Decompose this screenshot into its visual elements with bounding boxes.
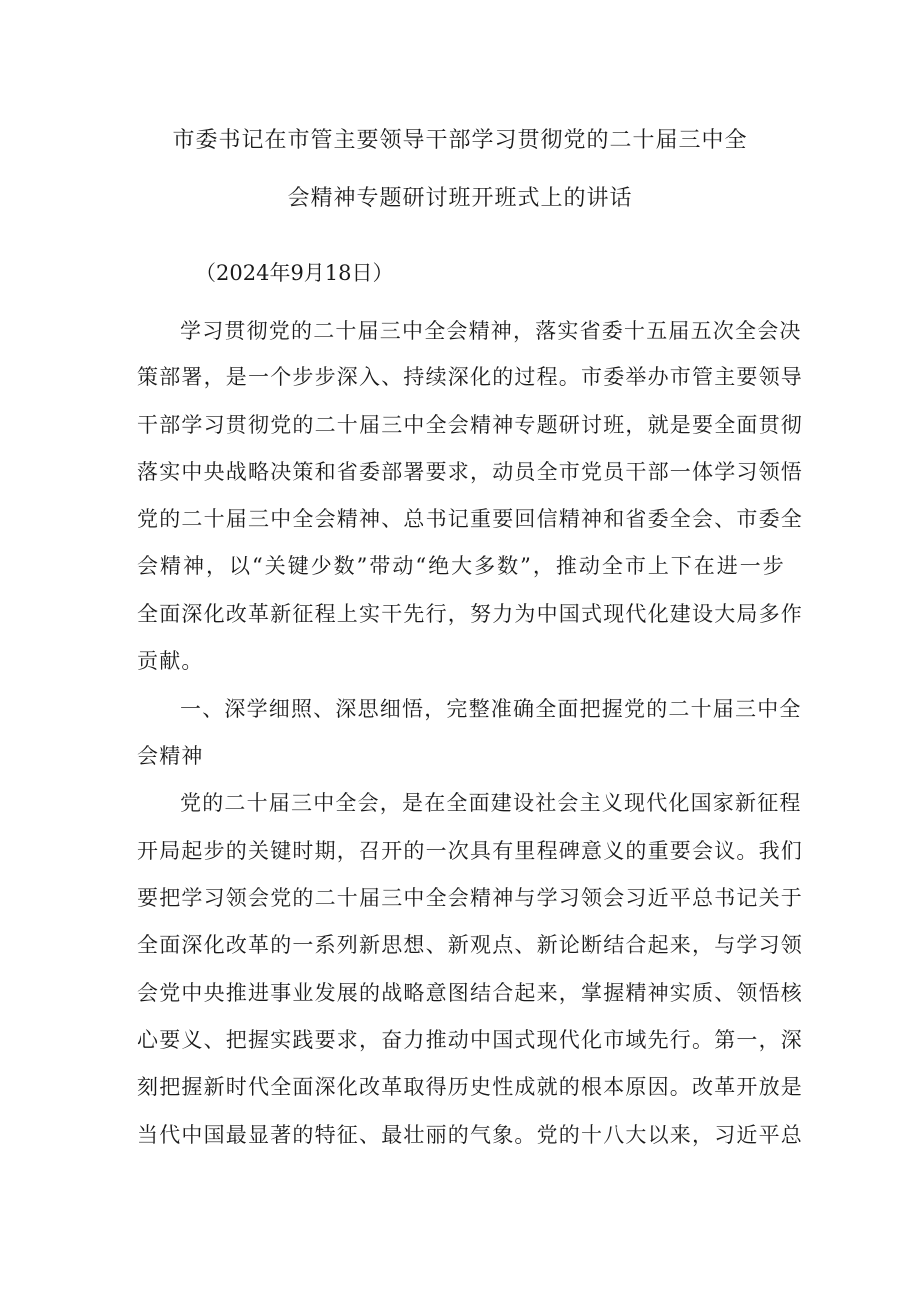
speech-date: （2024年9月18日） [195,261,394,285]
paragraph-2-line-2: 开局起步的关键时期，召开的一次具有里程碑意义的重要会议。我们 [137,839,803,863]
title-line-1: 市委书记在市管主要领导干部学习贯彻党的二十届三中全 [172,128,748,153]
paragraph-2-line-1: 党的二十届三中全会，是在全面建设社会主义现代化国家新征程 [180,791,802,815]
paragraph-1-line-8: 贡献。 [137,649,204,673]
paragraph-2-line-7: 刻把握新时代全面深化改革取得历史性成就的根本原因。改革开放是 [137,1075,803,1099]
paragraph-2-line-5: 会党中央推进事业发展的战略意图结合起来，掌握精神实质、领悟核 [137,981,803,1005]
paragraph-1-line-6: 会精神，以“关键少数”带动“绝大多数”，推动全市上下在进一步 [137,554,785,578]
paragraph-2-line-8: 当代中国最显著的特征、最壮丽的气象。党的十八大以来，习近平总 [137,1123,803,1147]
section-heading-line-2: 会精神 [137,744,204,768]
title-line-2: 会精神专题研讨班开班式上的讲话 [287,186,633,211]
section-heading-line-1: 一、深学细照、深思细悟，完整准确全面把握党的二十届三中全 [180,697,802,721]
paragraph-1-line-5: 党的二十届三中全会精神、总书记重要回信精神和省委全会、市委全 [137,507,803,531]
paragraph-1-line-7: 全面深化改革新征程上实干先行，努力为中国式现代化建设大局多作 [137,602,803,626]
paragraph-1-line-4: 落实中央战略决策和省委部署要求，动员全市党员干部一体学习领悟 [137,460,803,484]
paragraph-1-line-2: 策部署，是一个步步深入、持续深化的过程。市委举办市管主要领导 [137,365,803,389]
paragraph-2-line-3: 要把学习领会党的二十届三中全会精神与学习领会习近平总书记关于 [137,886,803,910]
paragraph-2-line-4: 全面深化改革的一系列新思想、新观点、新论断结合起来，与学习领 [137,933,803,957]
paragraph-1-line-3: 干部学习贯彻党的二十届三中全会精神专题研讨班，就是要全面贯彻 [137,413,803,437]
paragraph-1-line-1: 学习贯彻党的二十届三中全会精神，落实省委十五届五次全会决 [180,319,802,343]
paragraph-2-line-6: 心要义、把握实践要求，奋力推动中国式现代化市域先行。第一，深 [137,1028,803,1052]
